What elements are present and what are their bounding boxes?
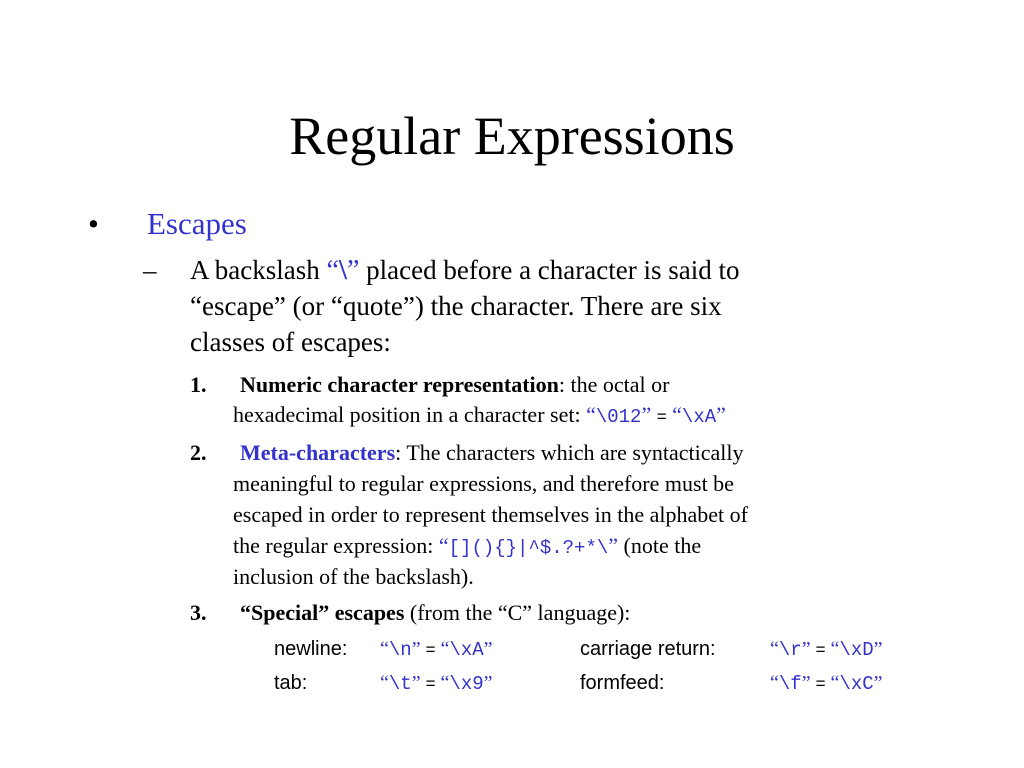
bullet-escapes: Escapes	[147, 206, 247, 241]
quote-close: ”	[608, 533, 619, 558]
quote-open: “	[830, 638, 840, 660]
escape-hex-xC: \xC	[839, 673, 874, 695]
dash-line-3: classes of escapes:	[190, 327, 391, 357]
quote-open: “	[440, 672, 450, 694]
item-2-line-4-pre: the regular expression:	[233, 533, 439, 558]
quote-close: ”	[873, 672, 883, 694]
equals-sign: =	[425, 640, 436, 659]
escape-code-f: \f	[778, 673, 802, 695]
meta-characters-code: [](){}|^$.?+*\	[448, 537, 609, 559]
quote-close: ”	[483, 672, 493, 694]
dash-line-2: “escape” (or “quote”) the character. There are six	[190, 291, 722, 321]
quote-close: ”	[411, 672, 421, 694]
quote-open: “	[770, 638, 779, 660]
escape-value-tab	[380, 669, 493, 698]
dash-line-1-pre: A backslash	[190, 255, 327, 285]
item-2-line-4-post: (note the	[618, 533, 702, 558]
equals-sign: =	[656, 407, 667, 426]
escape-hex-x9: \x9	[449, 673, 484, 695]
item-3-heading: “Special” escapes	[240, 600, 405, 625]
item-2-line-2: meaningful to regular expressions, and therefore must be	[233, 471, 734, 496]
item-1-heading: Numeric character representation	[240, 372, 559, 397]
item-1-number: 1.	[190, 372, 207, 397]
escape-name-tab: tab:	[274, 672, 308, 694]
escape-code-n: \n	[388, 639, 412, 661]
item-1-line-2	[233, 400, 726, 432]
quote-close: ”	[483, 638, 493, 660]
quote-close: ”	[641, 402, 652, 427]
bullet-marker: •	[88, 206, 99, 241]
quote-close: ”	[716, 402, 726, 427]
escape-hex-xD: \xD	[839, 639, 874, 661]
item-2-line-3: escaped in order to represent themselves in the alphabet of	[233, 502, 748, 527]
item-2-heading-tail: : The characters which are syntactically	[395, 440, 744, 465]
quote-open: “	[438, 533, 449, 558]
code-hex: \xA	[681, 406, 717, 428]
quote-open: “	[380, 638, 389, 660]
equals-sign: =	[815, 674, 826, 693]
quote-open: “	[440, 638, 450, 660]
quote-open: “	[586, 402, 596, 427]
item-2-heading: Meta-characters	[240, 440, 396, 465]
quote-close: ”	[801, 638, 811, 660]
item-2-number: 2.	[190, 440, 207, 465]
quote-close: ”	[873, 638, 883, 660]
quote-close: ”	[801, 672, 811, 694]
dash-line-1-post: placed before a character is said to	[359, 255, 740, 285]
equals-sign: =	[815, 640, 826, 659]
escape-name-newline: newline:	[274, 638, 348, 660]
escape-value-carriage-return	[770, 635, 883, 664]
item-2-line-1	[240, 438, 744, 468]
escape-name-carriage-return: carriage return:	[580, 638, 716, 660]
escape-code-t: \t	[388, 673, 412, 695]
escape-value-newline	[380, 635, 493, 664]
quote-close: ”	[346, 255, 360, 286]
quote-open: “	[672, 402, 682, 427]
quote-close: ”	[411, 638, 421, 660]
item-3-heading-tail: (from the “C” language):	[404, 600, 631, 625]
backslash-symbol: \	[338, 254, 347, 286]
quote-open: “	[326, 255, 339, 286]
item-1-line-1	[240, 370, 669, 400]
code-octal: \012	[595, 406, 642, 428]
escape-code-r: \r	[778, 639, 802, 661]
quote-open: “	[380, 672, 389, 694]
dash-marker: –	[143, 255, 157, 285]
dash-line-1	[190, 254, 739, 287]
item-2-line-5: inclusion of the backslash).	[233, 564, 474, 589]
slide-title: Regular Expressions	[289, 106, 735, 166]
escape-name-formfeed: formfeed:	[580, 672, 665, 694]
item-3-line-1	[240, 598, 630, 628]
item-3-number: 3.	[190, 600, 207, 625]
item-1-heading-tail: : the octal or	[558, 372, 670, 397]
escape-value-formfeed	[770, 669, 883, 698]
quote-open: “	[770, 672, 779, 694]
equals-sign: =	[425, 674, 436, 693]
quote-open: “	[830, 672, 840, 694]
item-2-line-4	[233, 531, 701, 563]
escape-hex-xA: \xA	[449, 639, 484, 661]
item-1-line-2-pre: hexadecimal position in a character set:	[233, 402, 587, 427]
